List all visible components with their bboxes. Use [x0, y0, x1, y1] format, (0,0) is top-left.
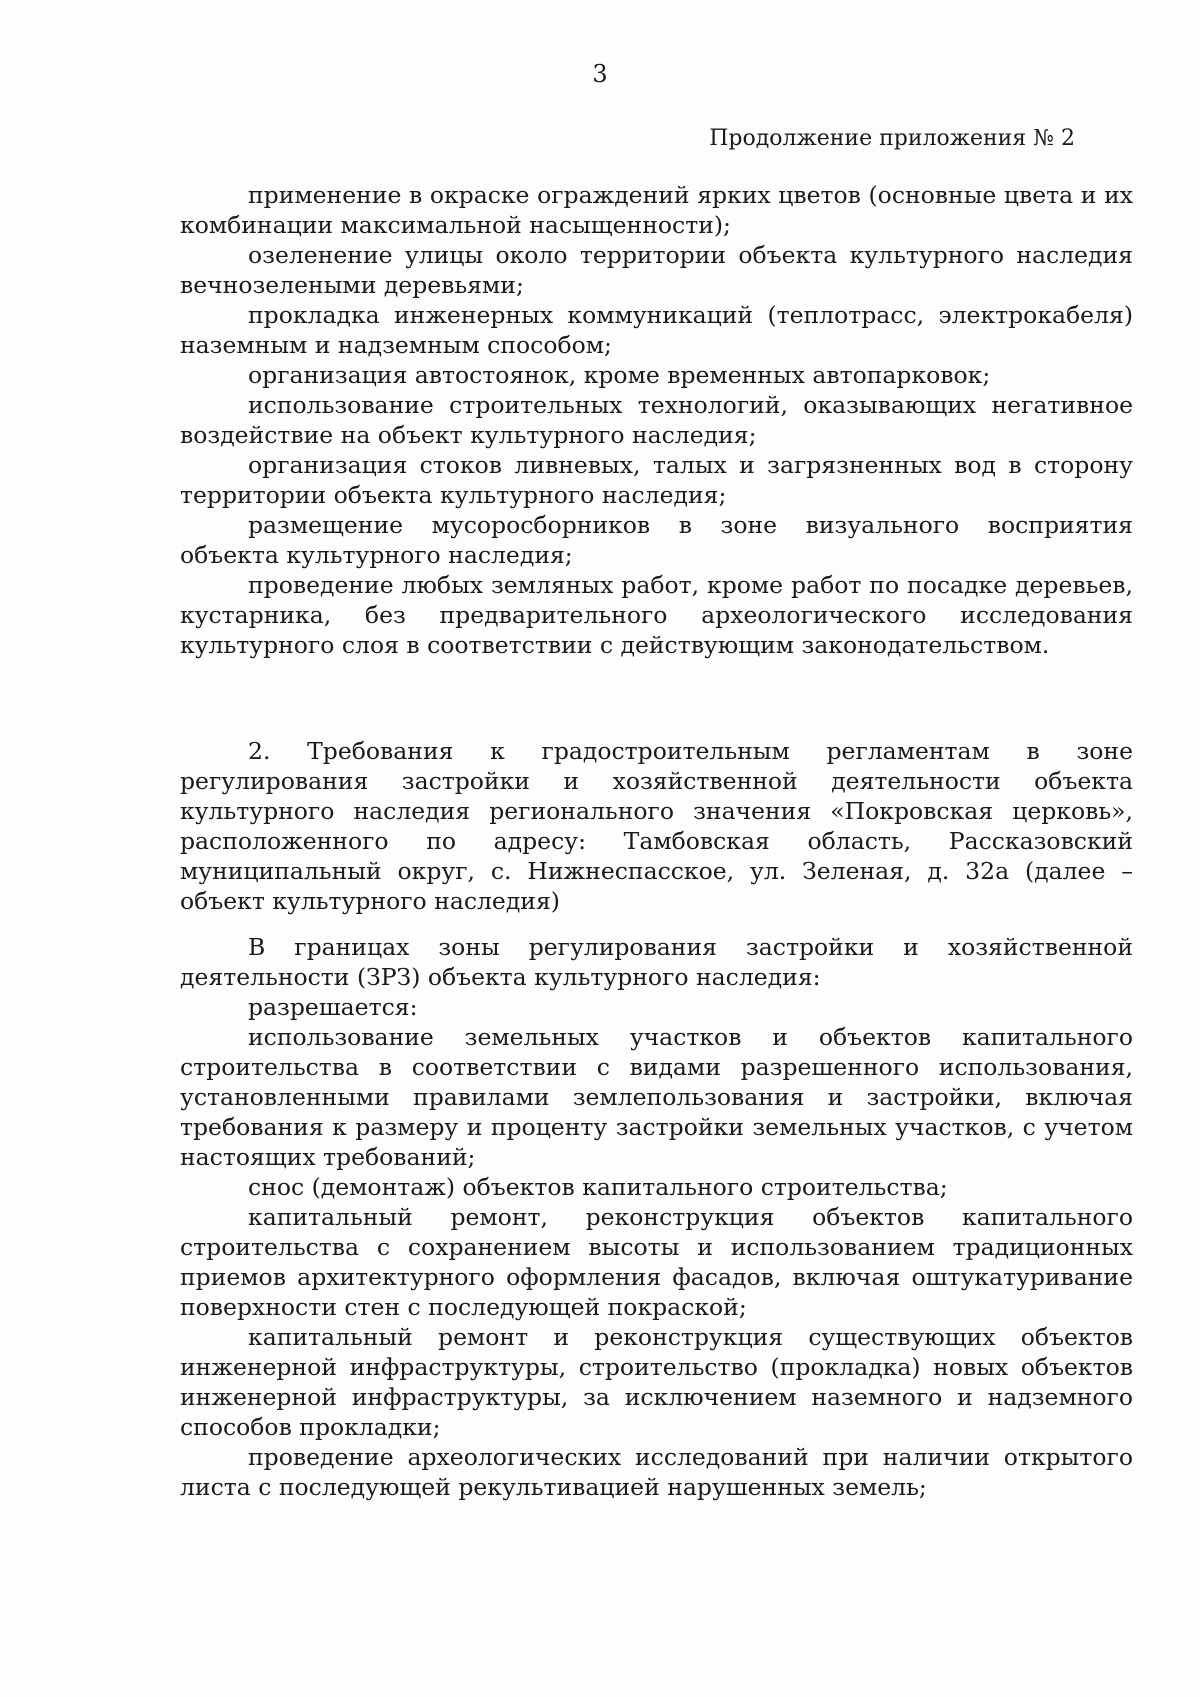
- list-item: капитальный ремонт и реконструкция существующих объектов инженерной инфраструктуры, строительство (прокладка) новых объектов инженерной инфраструктуры, за исключением наземного и надземного способов прокладки;: [180, 1323, 1133, 1441]
- section-heading: 2. Требования к градостроительным регламентам в зоне регулирования застройки и хозяйственной деятельности объекта культурного наследия регионального значения «Покровская церковь», расположенного по адресу: Тамбовская область, Рассказовский муниципальный округ, с. Нижнеспасское, ул. Зеленая, д. 32а (далее – объект культурного наследия): [180, 737, 1133, 915]
- list-item: проведение археологических исследований при наличии открытого листа с последующей рекультивацией нарушенных земель;: [180, 1443, 1133, 1501]
- list-item: прокладка инженерных коммуникаций (теплотрасс, электрокабеля) наземным и надземным способом;: [180, 301, 1133, 359]
- permitted-activities-list: [180, 932, 1133, 1502]
- permitted-label: разрешается:: [248, 993, 418, 1021]
- list-item: капитальный ремонт, реконструкция объектов капитального строительства с сохранением высоты и использованием традиционных приемов архитектурного оформления фасадов, включая оштукатуривание поверхности стен с последующей покраской;: [180, 1203, 1133, 1321]
- list-item: озеленение улицы около территории объекта культурного наследия вечнозелеными деревьями;: [180, 241, 1133, 299]
- intro-paragraph: В границах зоны регулирования застройки и хозяйственной деятельности (ЗРЗ) объекта культурного наследия:: [180, 933, 1133, 991]
- list-item: применение в окраске ограждений ярких цветов (основные цвета и их комбинации максимальной насыщенности);: [180, 181, 1133, 239]
- section-2-heading-block: [180, 736, 1133, 916]
- page-number: 3: [592, 60, 608, 88]
- list-item: использование земельных участков и объектов капитального строительства в соответствии с видами разрешенного использования, установленными правилами землепользования и застройки, включая требования к размеру и проценту застройки земельных участков, с учетом настоящих требований;: [180, 1023, 1133, 1171]
- list-item: использование строительных технологий, оказывающих негативное воздействие на объект культурного наследия;: [180, 391, 1133, 449]
- list-item: размещение мусоросборников в зоне визуального восприятия объекта культурного наследия;: [180, 511, 1133, 569]
- list-item: проведение любых земляных работ, кроме работ по посадке деревьев, кустарника, без предварительного археологического исследования культурного слоя в соответствии с действующим законодательством.: [180, 571, 1133, 659]
- list-item: организация стоков ливневых, талых и загрязненных вод в сторону территории объекта культурного наследия;: [180, 451, 1133, 509]
- list-item: снос (демонтаж) объектов капитального строительства;: [248, 1173, 948, 1201]
- appendix-continuation-note: Продолжение приложения № 2: [709, 126, 1075, 151]
- restrictions-list: [180, 180, 1133, 660]
- list-item: организация автостоянок, кроме временных автопарковок;: [248, 361, 991, 389]
